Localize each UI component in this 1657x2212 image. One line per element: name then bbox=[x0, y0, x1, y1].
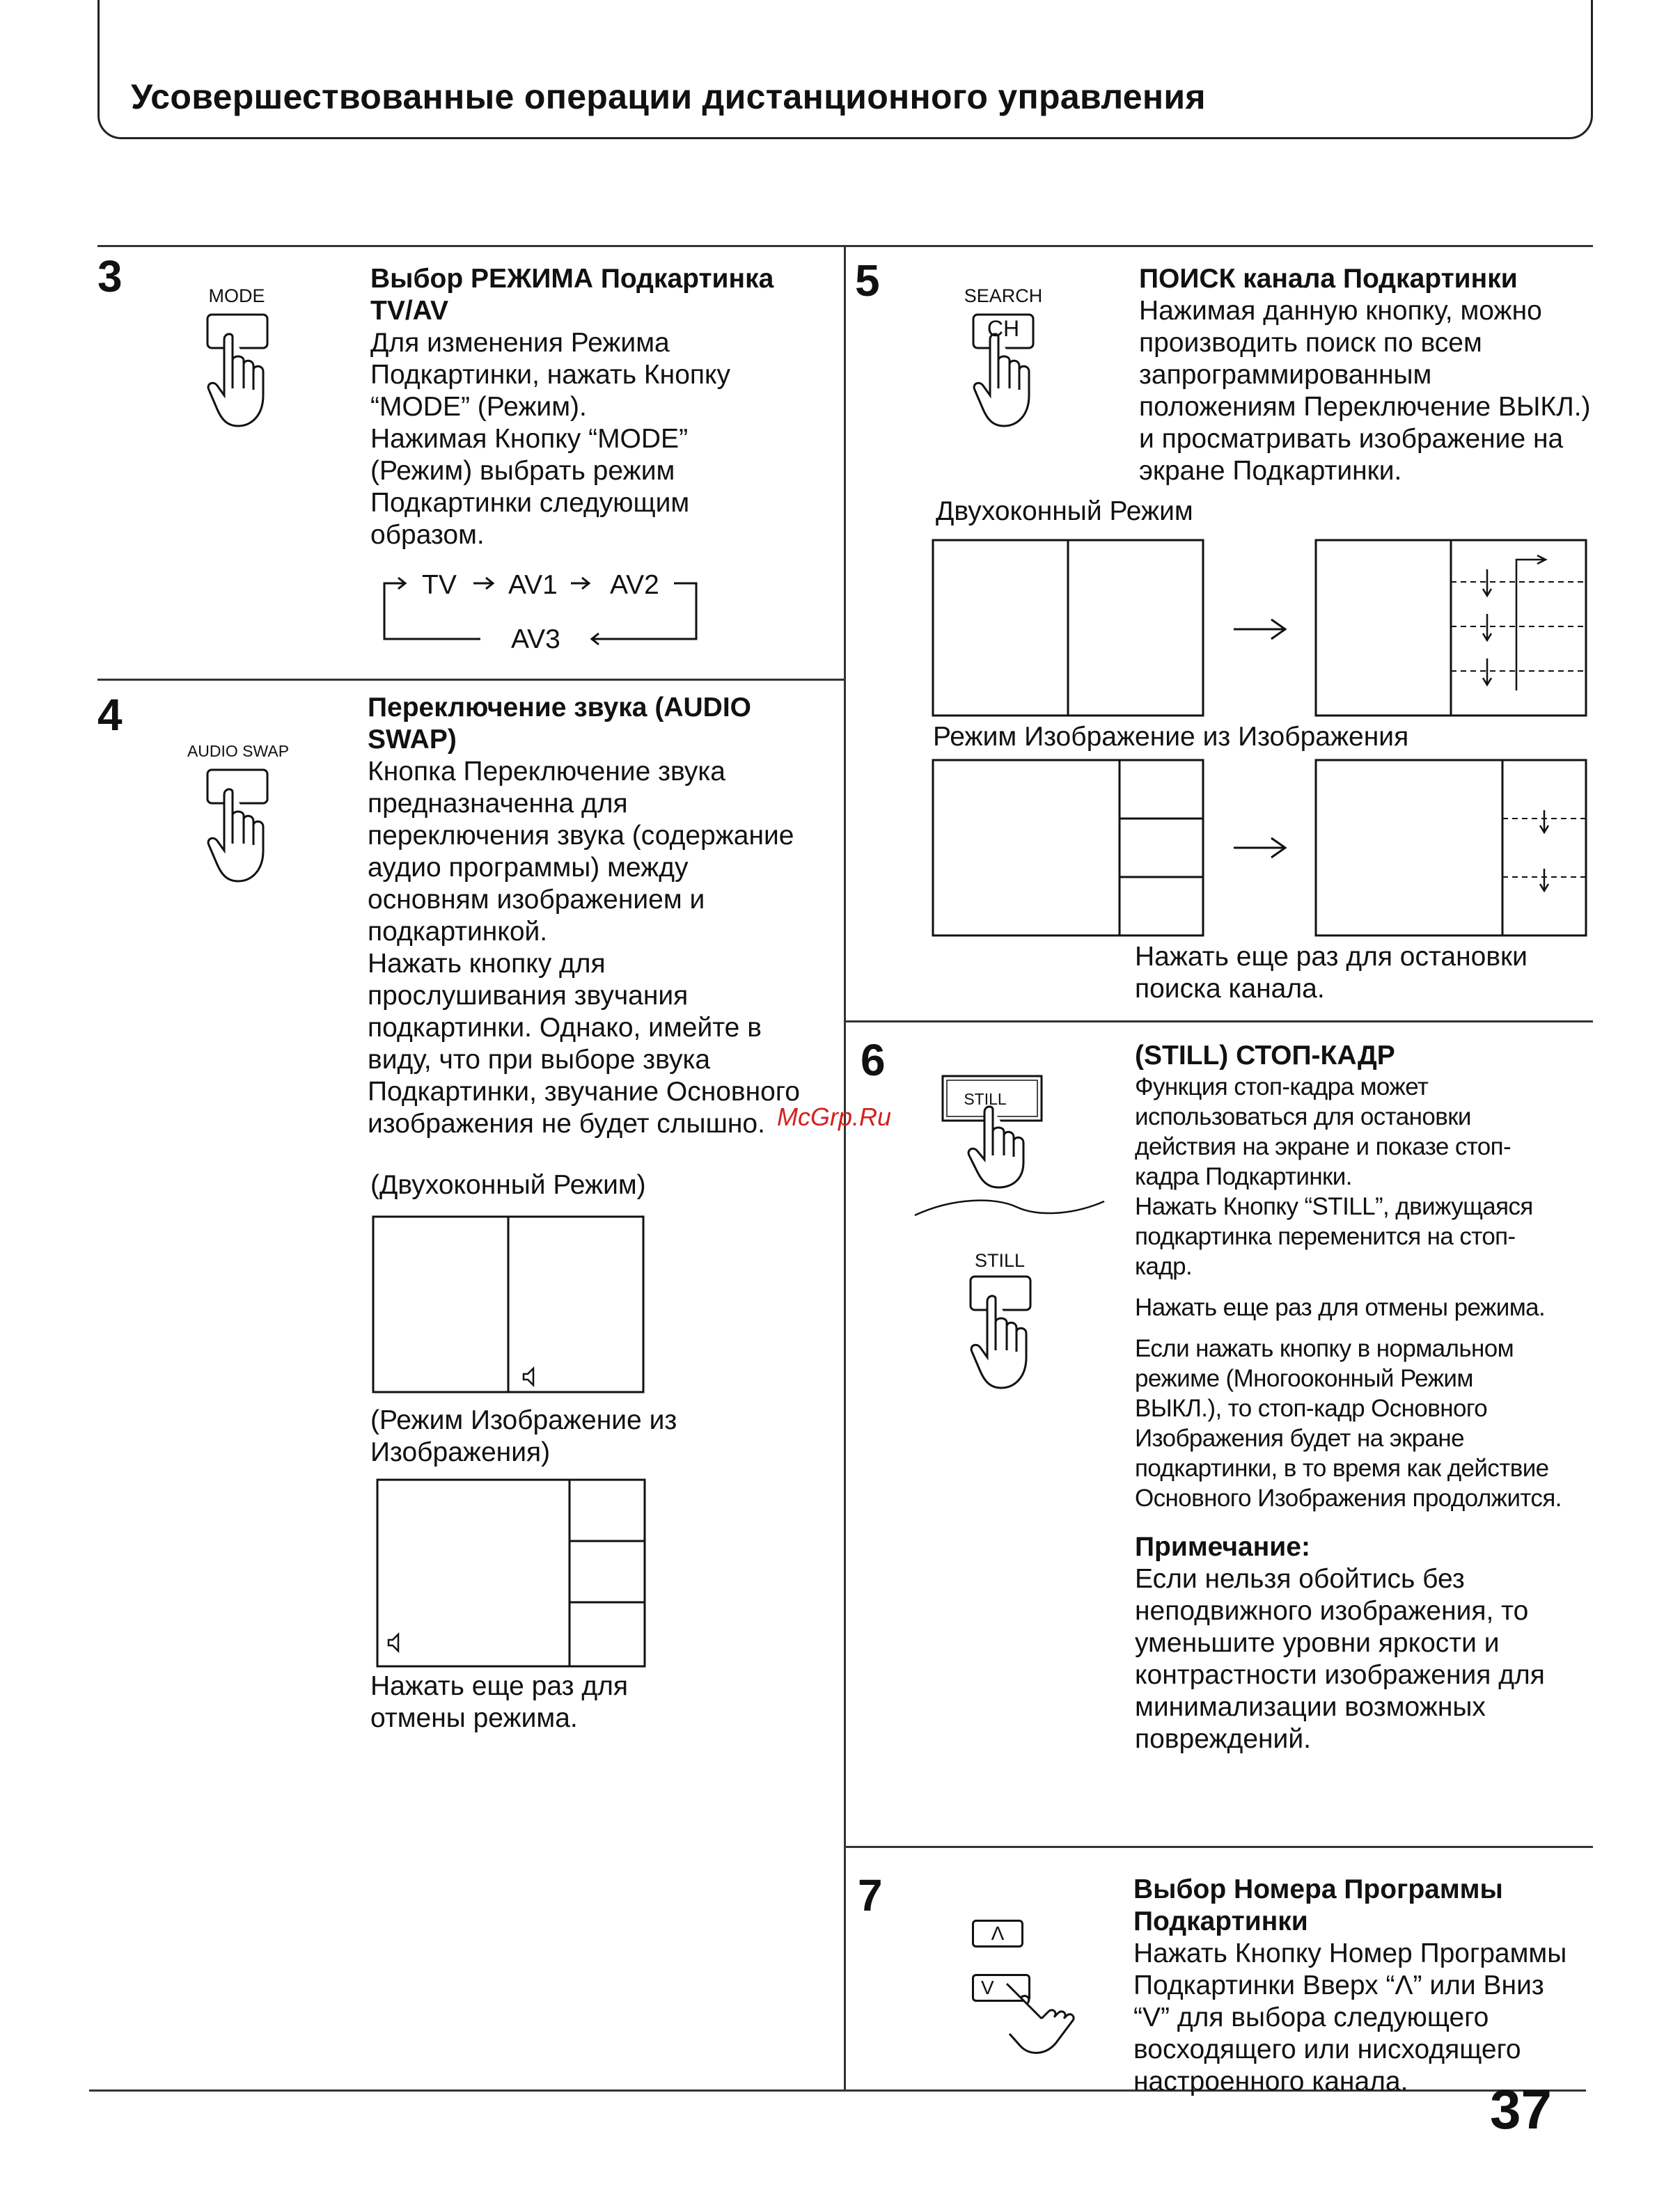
cycle-av2: AV2 bbox=[610, 570, 659, 600]
step-7-heading: Выбор Номера Программы Подкартинки bbox=[1133, 1874, 1503, 1936]
step-4-number: 4 bbox=[97, 690, 123, 740]
step-5-body: Нажимая данную кнопку, можно производить поиск по всем запрограммированным положениям Переключение ВЫКЛ.) и просматривать изображение на экране Подкартинки. bbox=[1139, 296, 1591, 486]
step-6-para-2: Нажать еще раз для отмены режима. bbox=[1135, 1294, 1546, 1321]
cycle-tv: TV bbox=[422, 570, 457, 600]
step-3-body: Для изменения Режима Подкартинки, нажать Кнопку “MODE” (Режим). Нажимая Кнопку “MODE” (Режим) выбрать режим Подкартинки следующим образом. bbox=[370, 328, 730, 550]
cycle-av1: AV1 bbox=[508, 570, 558, 600]
step-5-number: 5 bbox=[855, 255, 880, 306]
step-4-caption-pip: (Режим Изображение из Изображения) bbox=[370, 1405, 677, 1467]
step-5-caption-twin: Двухоконный Режим bbox=[936, 496, 1193, 526]
page-title: Усовершествованные операции дистанционного управления bbox=[131, 77, 1206, 116]
pip-search-before bbox=[932, 759, 1204, 937]
step-5-heading: ПОИСК канала Подкартинки bbox=[1139, 264, 1518, 294]
still-button-label-2: STILL bbox=[974, 1250, 1026, 1271]
still-button-press-icon-2[interactable] bbox=[965, 1274, 1042, 1392]
step-3-number: 3 bbox=[97, 251, 123, 301]
twin-window-search-before bbox=[932, 539, 1204, 717]
pip-audio-diagram bbox=[376, 1478, 646, 1668]
header-frame bbox=[97, 0, 1593, 139]
step-6-para-3: Если нажать кнопку в нормальном режиме (Многооконный Режим ВЫКЛ.), то стоп-кадр Основного Изображения будет на экране подкартинки, в то время как действие Основного Изображения продолжится. bbox=[1135, 1335, 1562, 1512]
ch-button-label: CH bbox=[987, 316, 1020, 341]
step-4-caption-twin: (Двухоконный Режим) bbox=[370, 1170, 646, 1200]
divider-6-7 bbox=[844, 1846, 1593, 1848]
step-4-footer: Нажать еще раз для отмены режима. bbox=[370, 1671, 628, 1733]
step-6-heading: (STILL) СТОП-КАДР bbox=[1135, 1041, 1395, 1071]
step-3-heading: Выбор РЕЖИМА Подкартинка TV/AV bbox=[370, 264, 774, 326]
step-6-body bbox=[1135, 1072, 1562, 1524]
search-label: SEARCH bbox=[964, 285, 1043, 306]
note-title: Примечание: bbox=[1135, 1532, 1310, 1562]
arrow-right-icon-2 bbox=[1232, 834, 1288, 862]
cycle-av3: AV3 bbox=[511, 624, 560, 654]
step-6-number: 6 bbox=[861, 1035, 886, 1085]
step-4-heading: Переключение звука (AUDIO SWAP) bbox=[368, 693, 751, 755]
channel-up-symbol: Λ bbox=[991, 1922, 1005, 1944]
note-body: Если нельзя обойтись без неподвижного изображения, то уменьшите уровни яркости и контрастности изображения для минимализации возможных повреждений. bbox=[1135, 1564, 1545, 1754]
step-7-body: Нажать Кнопку Номер Программы Подкартинки Вверх “Λ” или Вниз “V” для выбора следующего восходящего или нисходящего настроенного канала. bbox=[1133, 1938, 1567, 2096]
channel-down-symbol: V bbox=[981, 1977, 994, 1998]
mode-button-press-icon[interactable] bbox=[202, 312, 278, 430]
step-4-body: Кнопка Переключение звука предназначенна для переключения звука (содержание аудио программы) между основням изображением и подкартинкой. Нажать кнопку для прослушивания звучания подкартинки. Однако, имейте в виду, что при выборе звука Подкартинки, звучание Основного изображения не будет слышно. bbox=[368, 757, 800, 1139]
channel-up-button[interactable] bbox=[972, 1920, 1023, 1948]
mode-button-label: MODE bbox=[208, 285, 265, 306]
step-7-number: 7 bbox=[858, 1870, 883, 1920]
audio-swap-button-label: AUDIO SWAP bbox=[187, 742, 290, 760]
twin-window-search-after bbox=[1314, 539, 1587, 717]
still-button-label: STILL bbox=[964, 1090, 1007, 1108]
divider-3-4 bbox=[97, 679, 844, 681]
arrow-right-icon bbox=[1232, 615, 1288, 643]
divider-5-6 bbox=[844, 1020, 1593, 1022]
column-divider bbox=[844, 245, 846, 2089]
hand-pointer-icon bbox=[1000, 1980, 1083, 2063]
twin-window-audio-diagram bbox=[372, 1215, 645, 1393]
audio-swap-button-press-icon[interactable] bbox=[202, 767, 278, 885]
step-5-caption-pip: Режим Изображение из Изображения bbox=[933, 722, 1409, 752]
step-6-para-1: Функция стоп-кадра может использоваться для остановки действия на экране и показе стоп- кадра Подкартинки. Нажать Кнопку “STILL”, движущаяся подкартинка переменится на стоп- кадр. bbox=[1135, 1073, 1533, 1280]
step-5-footer: Нажать еще раз для остановки поиска канала. bbox=[1135, 942, 1528, 1004]
separator-curve bbox=[912, 1194, 1107, 1222]
pip-search-after bbox=[1314, 759, 1587, 937]
watermark: McGrp.Ru bbox=[777, 1103, 892, 1131]
page-number: 37 bbox=[1490, 2078, 1552, 2140]
